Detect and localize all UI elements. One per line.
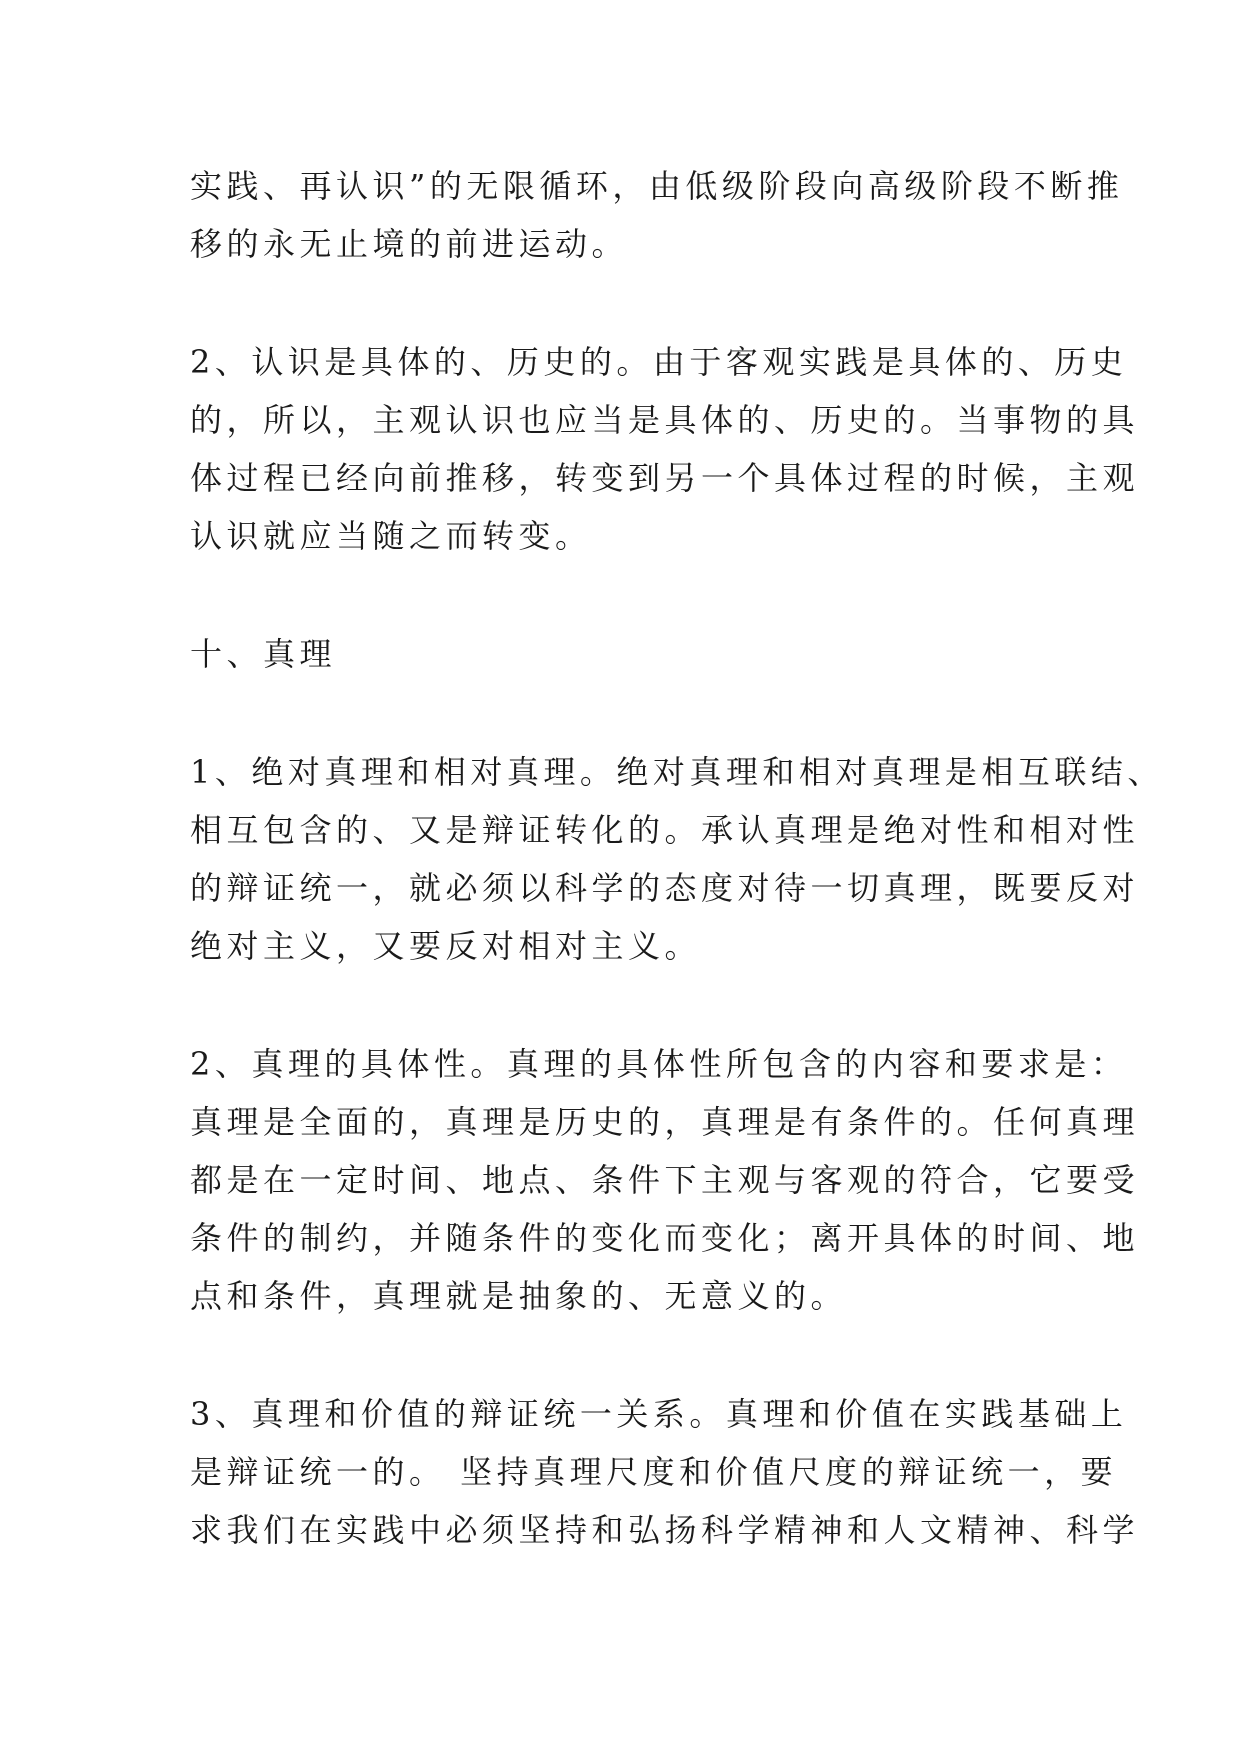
text-line: 相互包含的、又是辩证转化的。承认真理是绝对性和相对性 <box>190 811 1140 849</box>
text-line: 点和条件，真理就是抽象的、无意义的。 <box>190 1277 848 1315</box>
text-line: 2、真理的具体性。真理的具体性所包含的内容和要求是： <box>190 1045 1128 1083</box>
text-line: 实践、再认识”的无限循环，由低级阶段向高级阶段不断推 <box>190 167 1124 205</box>
text-line: 体过程已经向前推移，转变到另一个具体过程的时候，主观 <box>190 459 1140 497</box>
text-line: 的辩证统一，就必须以科学的态度对待一切真理，既要反对 <box>190 869 1140 907</box>
text-line: 绝对主义，又要反对相对主义。 <box>190 927 702 965</box>
text-line: 的，所以，主观认识也应当是具体的、历史的。当事物的具 <box>190 401 1140 439</box>
text-line: 2、认识是具体的、历史的。由于客观实践是具体的、历史 <box>190 343 1128 381</box>
text-line: 求我们在实践中必须坚持和弘扬科学精神和人文精神、科学 <box>190 1511 1140 1549</box>
text-line: 都是在一定时间、地点、条件下主观与客观的符合，它要受 <box>190 1161 1140 1199</box>
text-line: 条件的制约，并随条件的变化而变化；离开具体的时间、地 <box>190 1219 1140 1257</box>
section-heading: 十、真理 <box>190 635 337 673</box>
text-line: 认识就应当随之而转变。 <box>190 517 592 555</box>
text-line: 真理是全面的，真理是历史的，真理是有条件的。任何真理 <box>190 1103 1140 1141</box>
text-line: 是辩证统一的。 坚持真理尺度和价值尺度的辩证统一，要 <box>190 1453 1118 1491</box>
text-line: 1、绝对真理和相对真理。绝对真理和相对真理是相互联结、 <box>190 753 1164 791</box>
text-line: 移的永无止境的前进运动。 <box>190 225 629 263</box>
text-line: 3、真理和价值的辩证统一关系。真理和价值在实践基础上 <box>190 1395 1128 1433</box>
